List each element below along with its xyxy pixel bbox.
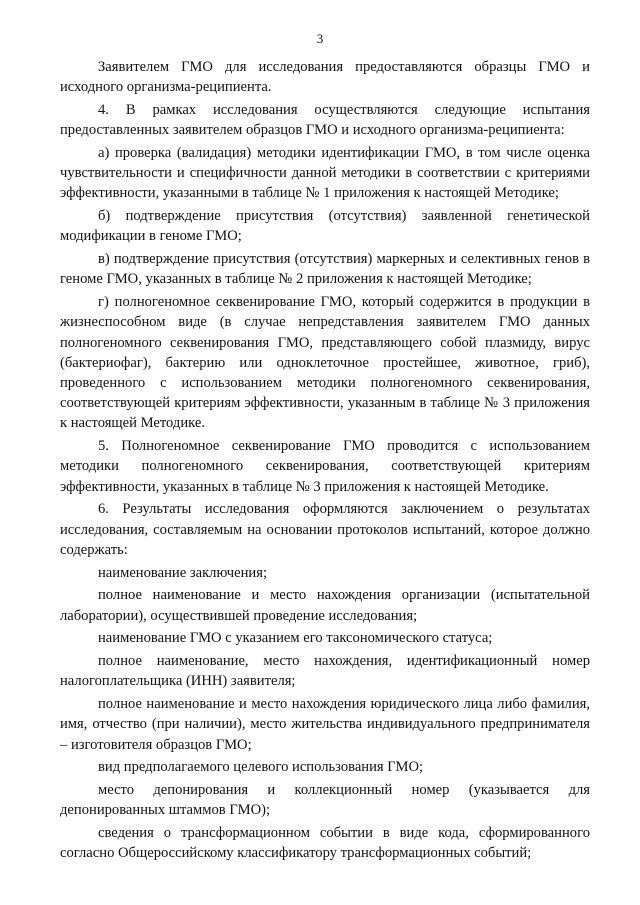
list-item-transformation-event: сведения о трансформационном событии в виде кода, сформированного согласно Общероссийскому классификатору трансформационных событий;: [60, 825, 590, 862]
list-item-intended-use: вид предполагаемого целевого использования ГМО;: [98, 759, 424, 776]
paragraph-item-4a: а) проверка (валидация) методики идентификации ГМО, в том числе оценка чувствительности и специфичности данной методики в соответствии с критериями эффективности, указанными в таблице № 1 приложения к настоящей Методике;: [60, 145, 590, 202]
paragraph-applicant-samples: Заявителем ГМО для исследования предоставляются образцы ГМО и исходного организма-реципиента.: [60, 59, 590, 96]
list-item-laboratory: полное наименование и место нахождения организации (испытательной лаборатории), осуществившей проведение исследования;: [60, 587, 590, 624]
paragraph-item-4b: б) подтверждение присутствия (отсутствия) заявленной генетической модификации в геноме ГМО;: [60, 208, 590, 245]
document-body: [60, 57, 590, 866]
list-item-applicant: полное наименование, место нахождения, идентификационный номер налогоплательщика (ИНН) заявителя;: [60, 653, 590, 690]
list-item-manufacturer: полное наименование и место нахождения юридического лица либо фамилия, имя, отчество (при наличии), место жительства индивидуального предпринимателя – изготовителя образцов ГМО;: [60, 696, 590, 753]
list-item-deposit: место депонирования и коллекционный номер (указывается для депонированных штаммов ГМО);: [60, 782, 590, 819]
page-number: 3: [316, 31, 324, 46]
paragraph-item-6: 6. Результаты исследования оформляются заключением о результатах исследования, составляемым на основании протоколов испытаний, которое должно содержать:: [60, 501, 590, 558]
paragraph-item-4g: г) полногеномное секвенирование ГМО, который содержится в продукции в жизнеспособном виде (в случае непредставления заявителем ГМО данных полногеномного секвенирования ГМО, представляющего собой плазмиду, вирус (бактериофаг), бактерию или одноклеточное простейшее, животное, гриб), проведенного с использованием методики полногеномного секвенирования, соответствующей критериям эффективности, указанным в таблице № 3 приложения к настоящей Методике.: [60, 294, 590, 432]
paragraph-item-4v: в) подтверждение присутствия (отсутствия) маркерных и селективных генов в геноме ГМО, указанных в таблице № 2 приложения к настоящей Методике;: [60, 251, 590, 288]
list-item-gmo-name: наименование ГМО с указанием его таксономического статуса;: [98, 630, 493, 647]
list-item-conclusion-name: наименование заключения;: [98, 564, 268, 581]
paragraph-item-4: 4. В рамках исследования осуществляются следующие испытания предоставленных заявителем образцов ГМО и исходного организма-реципиента:: [60, 102, 590, 139]
paragraph-item-5: 5. Полногеномное секвенирование ГМО проводится с использованием методики полногеномного секвенирования, соответствующей критериям эффективности, указанных в таблице № 3 приложения к настоящей Методике.: [60, 438, 590, 495]
